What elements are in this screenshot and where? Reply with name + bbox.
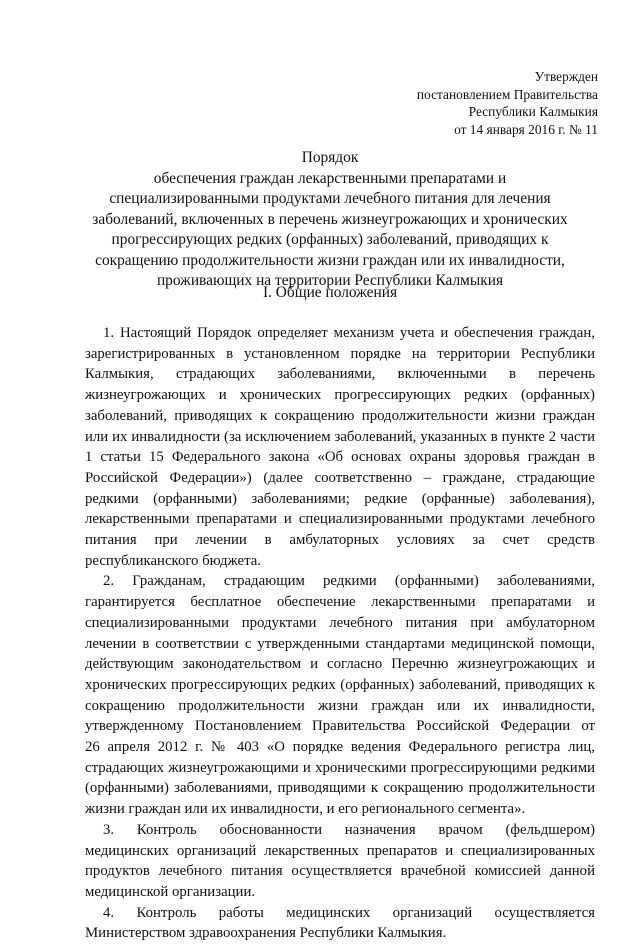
text-line: жизнеугрожающих и хронических прогрессирующих редких (орфанных)	[85, 387, 595, 404]
title-line: проживающих на территории Республики Калмыкия	[156, 272, 504, 289]
approval-line: постановлением Правительства	[416, 86, 598, 102]
text-line: Министерством здравоохранения Республики Калмыкия.	[85, 925, 447, 942]
text-line: заболеваний, приводящих к сокращению продолжительности жизни граждан	[85, 407, 595, 424]
title-line: заболеваний, включенных в перечень жизнеугрожающих и хронических	[92, 210, 568, 228]
text-line: 4. Контроль работы медицинских организаций осуществляется	[103, 904, 595, 921]
text-line: 2. Гражданам, страдающим редкими (орфанными) заболеваниями,	[103, 573, 595, 590]
title-line: обеспечения граждан лекарственными препаратами и	[153, 169, 507, 187]
text-line: медицинских организаций лекарственных препаратов и специализированных	[85, 842, 595, 859]
section-heading: I. Общие положения	[262, 284, 398, 301]
text-line: лекарственными препаратами и специализированными продуктами лечебного	[85, 511, 595, 528]
text-line: (орфанными) заболеваниями, приводящими к сокращению продолжительности	[85, 780, 595, 797]
title-line: прогрессирующих редких (орфанных) заболеваний, приводящих к	[111, 231, 549, 248]
approval-line: Утвержден	[534, 69, 598, 84]
text-line: или их инвалидности (за исключением заболеваний, указанных в пункте 2 части	[85, 428, 595, 445]
text-line: продуктов лечебного питания осуществляется врачебной комиссией данной	[85, 863, 595, 880]
text-line: гарантируется бесплатное обеспечение лекарственными препаратами и	[85, 594, 595, 611]
text-line: Калмыкия, страдающих заболеваниями, включенными в перечень	[85, 366, 595, 383]
approval-line: Республики Калмыкия	[468, 104, 598, 119]
text-line: республиканского бюджета.	[85, 552, 262, 569]
text-line: сокращению продолжительности жизни граждан или их инвалидности,	[85, 697, 595, 714]
approval-line: от 14 января 2016 г. № 11	[454, 121, 598, 137]
text-line: медицинской организации.	[85, 883, 256, 900]
approval-block	[417, 68, 598, 138]
title-line: сокращению продолжительности жизни граждан или их инвалидности,	[95, 251, 565, 269]
text-line: питания при лечении в амбулаторных условиях за счет средств	[85, 532, 595, 549]
text-line: специализированными продуктами лечебного питания при амбулаторном	[85, 614, 595, 631]
paragraph-1	[85, 323, 595, 571]
text-line: страдающих жизнеугрожающими и хроническими прогрессирующими редкими	[85, 759, 595, 776]
title-line: Порядок	[301, 149, 359, 166]
text-line: 1 статьи 15 Федерального закона «Об основах охраны здоровья граждан в	[85, 449, 595, 466]
text-line: действующим законодательством и согласно Перечню жизнеугрожающих и	[85, 656, 595, 673]
text-line: жизни граждан или их инвалидности, и его регионального сегмента».	[85, 801, 526, 818]
paragraph-2	[85, 571, 595, 819]
paragraph-3	[85, 820, 595, 903]
text-line: зарегистрированных в установленном порядке на территории Республики	[85, 345, 595, 362]
text-line: Российской Федерации») (далее соответственно – граждане, страдающие	[85, 469, 595, 486]
text-line: 26 апреля 2012 г. № 403 «О порядке ведения Федерального регистра лиц,	[85, 739, 595, 756]
text-line: хронических прогрессирующих редких (орфанных) заболеваний, приводящих к	[85, 676, 595, 693]
document-title	[60, 148, 600, 292]
text-line: утвержденному Постановлением Правительства Российской Федерации от	[85, 718, 595, 735]
paragraph-4	[85, 903, 595, 944]
text-line: 1. Настоящий Порядок определяет механизм учета и обеспечения граждан,	[103, 325, 595, 341]
text-line: редкими (орфанными) заболеваниями; редкие (орфанные) заболевания),	[85, 490, 595, 507]
document-body	[85, 323, 595, 944]
text-line: лечении в соответствии с утвержденными стандартами медицинской помощи,	[85, 635, 595, 652]
text-line: 3. Контроль обоснованности назначения врачом (фельдшером)	[103, 821, 595, 838]
title-line: специализированными продуктами лечебного питания для лечения	[109, 190, 551, 207]
